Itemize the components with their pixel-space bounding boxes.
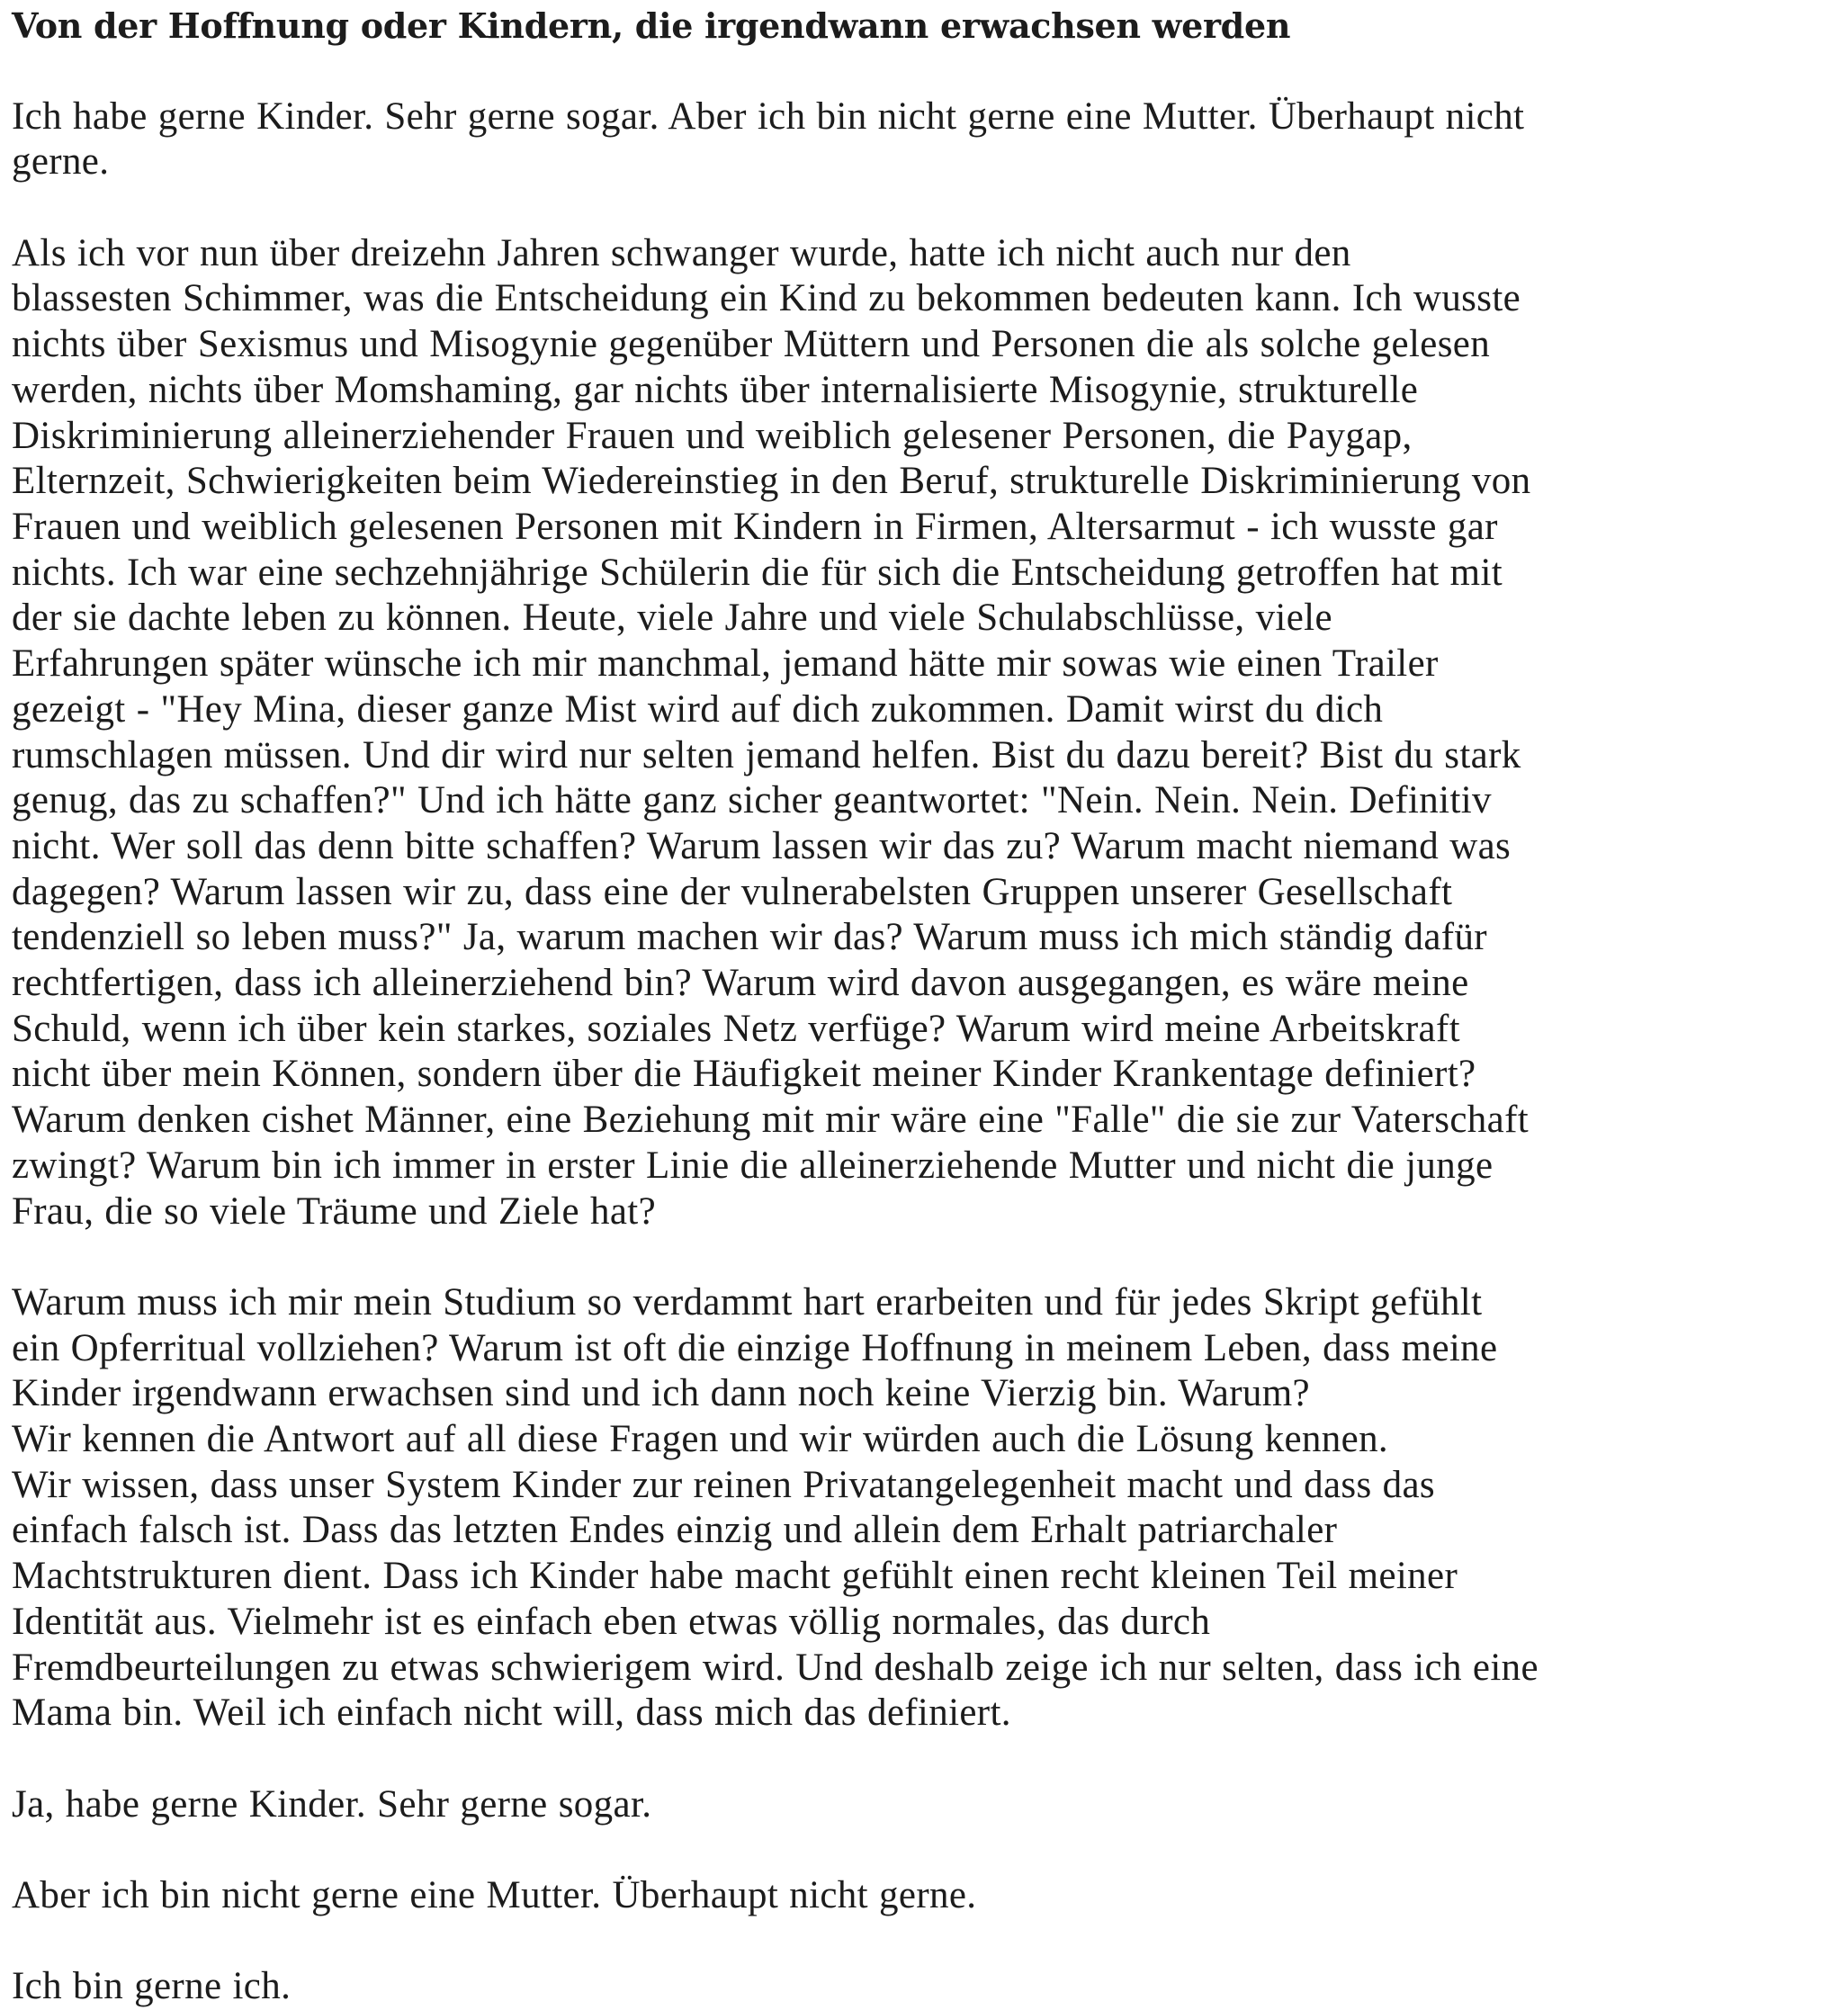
text-line: Wir wissen, dass unser System Kinder zur reinen Privatangelegenheit macht und dass das [12, 1463, 1436, 1506]
text-line: Frauen und weiblich gelesenen Personen mit Kindern in Firmen, Altersarmut - ich wusste gar [12, 506, 1498, 548]
text-line: gezeigt - "Hey Mina, dieser ganze Mist wird auf dich zukommen. Damit wirst du dich [12, 687, 1384, 731]
document-page [12, 0, 1838, 2010]
text-line: Schuld, wenn ich über kein starkes, soziales Netz verfüge? Warum wird meine Arbeitskraft [12, 1007, 1460, 1050]
paragraph [12, 231, 1838, 1234]
text-line: zwingt? Warum bin ich immer in erster Linie die alleinerziehende Mutter und nicht die junge [12, 1144, 1494, 1187]
text-line: nichts. Ich war eine sechzehnjährige Schülerin die für sich die Entscheidung getroffen hat mit [12, 551, 1503, 594]
text-line: nicht über mein Können, sondern über die Häufigkeit meiner Kinder Krankentage definiert? [12, 1053, 1476, 1096]
text-line: Aber ich bin nicht gerne eine Mutter. Überhaupt nicht gerne. [12, 1874, 977, 1917]
paragraph [12, 1964, 1838, 2010]
paragraph-gap [12, 1827, 1838, 1873]
text-line: Elternzeit, Schwierigkeiten beim Wiedereinstieg in den Beruf, strukturelle Diskriminierung von [12, 460, 1531, 503]
paragraph [12, 1873, 1838, 1919]
text-line: Frau, die so viele Träume und Ziele hat? [12, 1189, 657, 1233]
text-line: nichts über Sexismus und Misogynie gegenüber Müttern und Personen die als solche gelesen [12, 323, 1491, 366]
text-line: werden, nichts über Momshaming, gar nichts über internalisierte Misogynie, strukturelle [12, 368, 1419, 411]
paragraph-gap [12, 1736, 1838, 1782]
text-line: tendenziell so leben muss?" Ja, warum machen wir das? Warum muss ich mich ständig dafür [12, 916, 1487, 959]
text-line: rechtfertigen, dass ich alleinerziehend bin? Warum wird davon ausgegangen, es wäre meine [12, 962, 1469, 1005]
paragraph-gap [12, 49, 1838, 94]
text-line: Warum denken cishet Männer, eine Beziehung mit mir wäre eine "Falle" die sie zur Vaterschaft [12, 1099, 1530, 1142]
text-line: nicht. Wer soll das denn bitte schaffen? Warum lassen wir das zu? Warum macht niemand was [12, 824, 1512, 867]
paragraph [12, 1280, 1838, 1736]
paragraph-gap [12, 185, 1838, 231]
text-line: Ich bin gerne ich. [12, 1965, 292, 2008]
text-line: Diskriminierung alleinerziehender Frauen und weiblich gelesener Personen, die Paygap, [12, 414, 1413, 457]
paragraph [12, 94, 1838, 185]
text-line: Fremdbeurteilungen zu etwas schwierigem wird. Und deshalb zeige ich nur selten, dass ich eine [12, 1646, 1539, 1689]
paragraph [12, 1782, 1838, 1828]
text-line: Ich habe gerne Kinder. Sehr gerne sogar. Aber ich bin nicht gerne eine Mutter. Überhaupt nicht [12, 94, 1525, 138]
text-line: blassesten Schimmer, was die Entscheidung ein Kind zu bekommen bedeuten kann. Ich wusste [12, 277, 1521, 320]
text-line: einfach falsch ist. Dass das letzten Endes einzig und allein dem Erhalt patriarchaler [12, 1509, 1338, 1552]
text-line: Ja, habe gerne Kinder. Sehr gerne sogar. [12, 1782, 652, 1826]
text-line: gerne. [12, 140, 110, 184]
text-line: genug, das zu schaffen?" Und ich hätte ganz sicher geantwortet: "Nein. Nein. Nein. Definitiv [12, 779, 1492, 822]
text-line: der sie dachte leben zu können. Heute, viele Jahre und viele Schulabschlüsse, viele [12, 597, 1332, 640]
text-line: dagegen? Warum lassen wir zu, dass eine der vulnerabelsten Gruppen unserer Gesellschaft [12, 870, 1453, 913]
text-line: Warum muss ich mir mein Studium so verdammt hart erarbeiten und für jedes Skript gefühlt [12, 1280, 1483, 1324]
paragraph-gap [12, 1234, 1838, 1280]
document-body [12, 94, 1838, 2010]
paragraph-gap [12, 1919, 1838, 1965]
text-line: Kinder irgendwann erwachsen sind und ich dann noch keine Vierzig bin. Warum? [12, 1372, 1310, 1415]
text-line: Machtstrukturen dient. Dass ich Kinder habe macht gefühlt einen recht kleinen Teil meiner [12, 1555, 1458, 1598]
text-line: rumschlagen müssen. Und dir wird nur selten jemand helfen. Bist du dazu bereit? Bist du stark [12, 733, 1521, 776]
text-line: Identität aus. Vielmehr ist es einfach eben etwas völlig normales, das durch [12, 1600, 1211, 1643]
text-line: Erfahrungen später wünsche ich mir manchmal, jemand hätte mir sowas wie einen Trailer [12, 642, 1439, 686]
text-line: Mama bin. Weil ich einfach nicht will, dass mich das definiert. [12, 1691, 1011, 1735]
text-line: Wir kennen die Antwort auf all diese Fragen und wir würden auch die Lösung kennen. [12, 1418, 1389, 1461]
text-line: ein Opferritual vollziehen? Warum ist oft die einzige Hoffnung in meinem Leben, dass meine [12, 1326, 1498, 1369]
document-title: Von der Hoffnung oder Kindern, die irgendwann erwachsen werden [12, 5, 1291, 46]
text-line: Als ich vor nun über dreizehn Jahren schwanger wurde, hatte ich nicht auch nur den [12, 231, 1351, 274]
